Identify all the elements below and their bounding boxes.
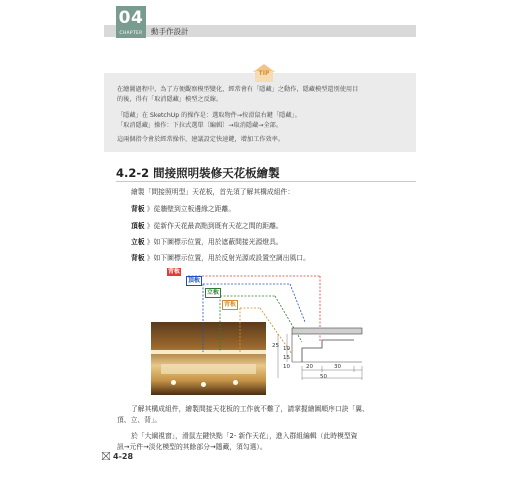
component-desc: 》如下圖標示位置，用於反射光源或設置空調出風口。	[146, 254, 310, 262]
section-title: 4.2-2 間接照明裝修天花板繪製	[116, 166, 280, 180]
label-back-inner-panel: 背板	[224, 301, 237, 308]
label-vertical-panel: 立板	[207, 289, 220, 296]
dimension-label: 25	[272, 343, 279, 349]
label-top-panel: 頂板	[188, 277, 201, 284]
dimension-label: 20	[306, 364, 313, 370]
chapter-number: 04	[118, 8, 144, 28]
closing-text: 了解其構成組件，繪製間接天花板的工作就不難了，請掌握繪圖順序口訣「翼、	[131, 405, 369, 413]
closing-text: 頂、立、背」。	[117, 416, 162, 424]
component-term: 背板	[131, 205, 145, 213]
component-term: 頂板	[131, 222, 145, 230]
component-term: 立板	[131, 238, 145, 246]
section-divider	[116, 181, 416, 182]
component-desc: 》如下圖標示位置，用於遮蔽間接光源燈具。	[146, 238, 283, 246]
tip-line: 這兩個指令會於經常操作，建議設定快速鍵，增加工作效率。	[117, 136, 285, 143]
component-item	[131, 252, 310, 262]
component-term: 背板	[131, 254, 145, 262]
label-back-panel: 背板	[168, 268, 181, 275]
tip-line: 在繪圖過程中，為了方便觀察模型變化，經常會有「隱藏」之動作，隱藏模型還別使用目	[117, 86, 359, 93]
tip-line: 的後，得有「取消隱藏」模型之反線。	[117, 96, 223, 103]
footer-grid-icon	[102, 452, 110, 460]
tip-badge	[251, 63, 277, 83]
chapter-word: CHAPTER	[119, 31, 143, 36]
section-diagram	[140, 262, 380, 392]
closing-text: 於「大綱視窗」，滑鼠左鍵快點「2- 新作天花」，進入群組編輯（此時模型資	[131, 432, 358, 440]
component-desc: 》從牆壁到立板邊緣之距離。	[146, 205, 236, 213]
component-item	[131, 220, 283, 230]
dimension-label: 10	[283, 346, 290, 352]
page-number: 4-28	[113, 452, 134, 461]
tip-line: 「取消隱藏」操作：下拉式選單〔編輯〕→取消隱藏→全部。	[117, 122, 283, 129]
component-desc: 》從新作天花最高點到既有天花之間的距離。	[146, 222, 283, 230]
chapter-badge	[116, 6, 146, 38]
component-item	[131, 236, 283, 246]
chapter-title: 動手作設計	[151, 27, 189, 36]
tip-line: 「隱藏」在 SketchUp 的操作是：選取物件→按滑鼠右鍵「隱藏」。	[117, 112, 301, 119]
intro-text: 繪製「間接照明型」天花板，首先須了解其構成組件：	[131, 188, 295, 196]
leader-top-diag	[290, 284, 305, 322]
dimension-label: 50	[320, 374, 327, 380]
dimension-label: 10	[283, 364, 290, 370]
profile-line	[302, 340, 354, 362]
dimension-label: 30	[334, 364, 341, 370]
ceiling-slab	[292, 328, 362, 334]
tip-label: TIP	[258, 70, 270, 77]
dimension-label: 15	[283, 355, 290, 361]
component-item	[131, 203, 235, 213]
closing-text: 訊→元件→淡化模型的其餘部分→隱藏，須勾選）。	[117, 443, 267, 451]
